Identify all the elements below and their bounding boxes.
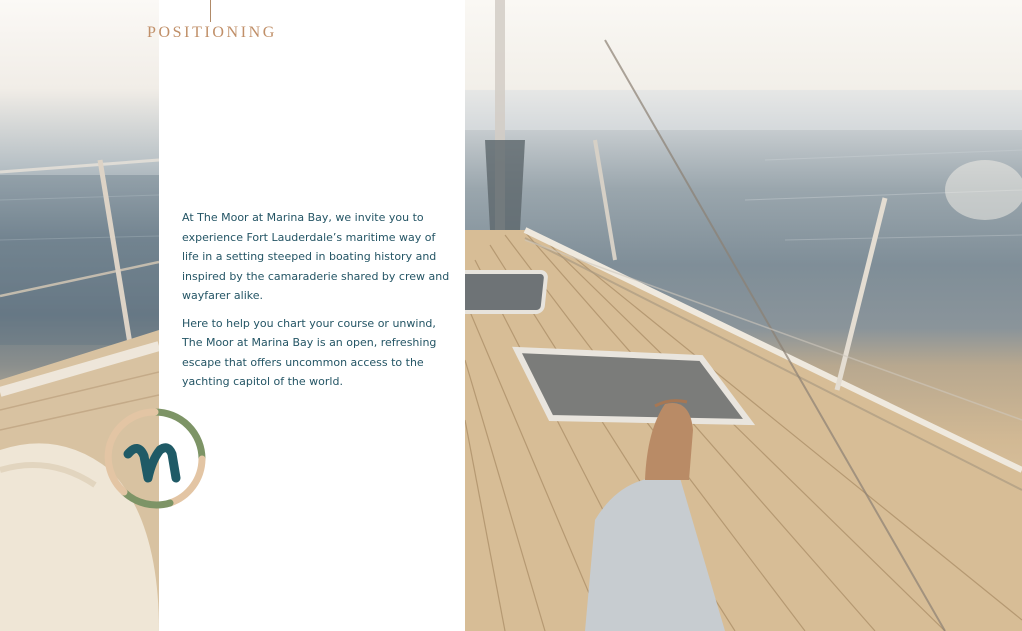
right-sailboat-photo (465, 0, 1022, 631)
moor-logo (100, 404, 210, 514)
title-divider-line (210, 0, 211, 22)
left-sailboat-photo (0, 0, 159, 631)
intro-paragraph: At The Moor at Marina Bay, we invite you to experience Fort Lauderdale’s maritime way of life in a setting steeped in boating history and inspired by the camaraderie shared by crew and wayfarer alike. (182, 211, 450, 302)
body-copy (182, 208, 452, 400)
second-paragraph: Here to help you chart your course or unwind, The Moor at Marina Bay is an open, refreshing escape that offers uncommon access to the yachting capitol of the world. (182, 316, 437, 388)
page-title: POSITIONING (147, 24, 277, 41)
